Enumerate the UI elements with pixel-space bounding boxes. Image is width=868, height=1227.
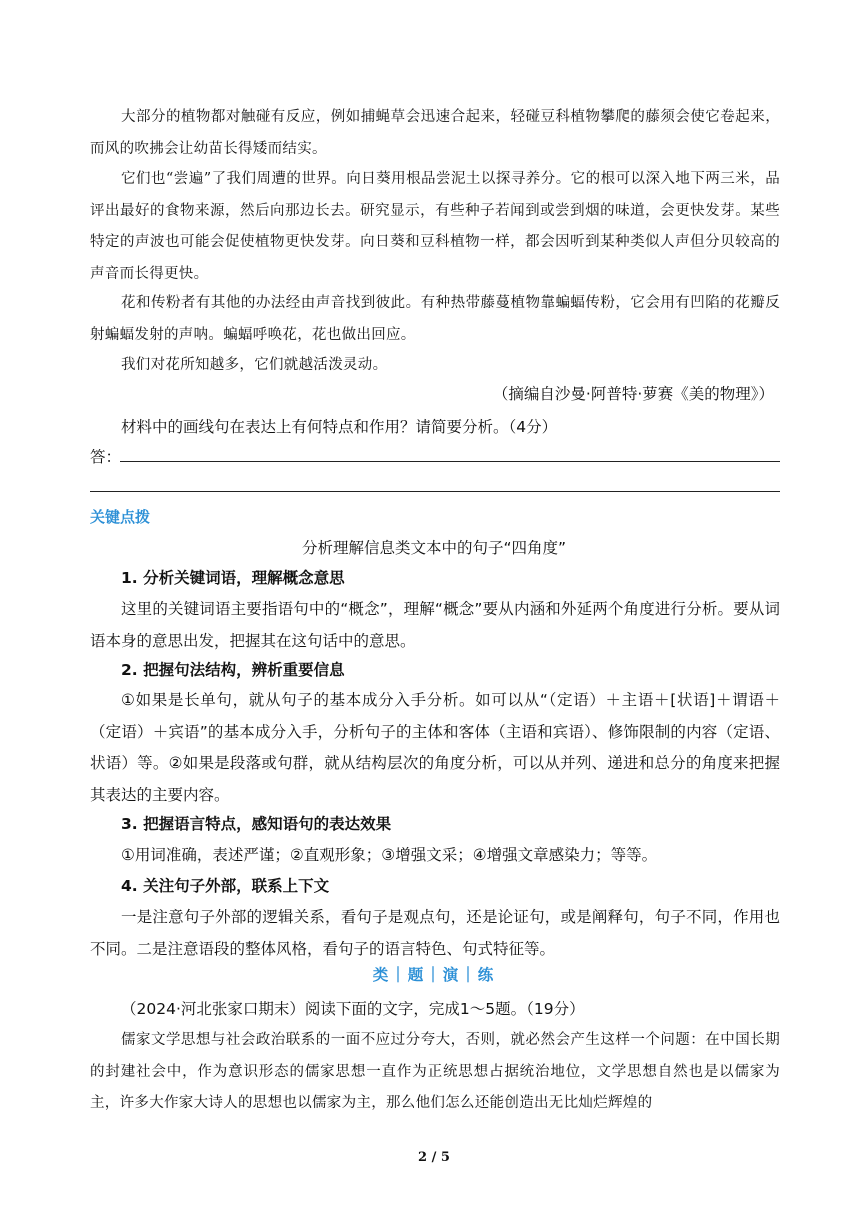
answer-line[interactable] (120, 461, 780, 462)
key-points-title: 分析理解信息类文本中的句子“四角度” (301, 539, 567, 557)
passage-paragraph-3: 花和传粉者有其他的办法经由声音找到彼此。有种热带藤蔓植物靠蝙蝠传粉，它会用有凹陷的花瓣反射蝙蝠发射的声呐。蝙蝠呼唤花，花也做出回应。 (90, 295, 780, 343)
key-point-text-1: 这里的关键词语主要指语句中的“概念”，理解“概念”要从内涵和外延两个角度进行分析。要从词语本身的意思出发，把握其在这句话中的意思。 (90, 600, 780, 650)
page-number: 2 / 5 (418, 1150, 450, 1165)
key-point-heading-2: 2. 把握句法结构，辨析重要信息 (121, 661, 345, 679)
answer-label: 答： (90, 448, 122, 466)
key-point-text-3: ①用词准确，表述严谨；②直观形象；③增强文采；④增强文章感染力；等等。 (121, 846, 658, 864)
practice-intro: （2024·河北张家口期末）阅读下面的文字，完成1～5题。（19分） (121, 1000, 585, 1018)
answer-line[interactable] (90, 491, 780, 492)
key-point-heading-1: 1. 分析关键词语，理解概念意思 (121, 569, 345, 587)
question-text: 材料中的画线句在表达上有何特点和作用？请简要分析。（4分） (121, 418, 558, 436)
passage-paragraph-4: 我们对花所知越多，它们就越活泼灵动。 (121, 357, 388, 373)
practice-title: 类｜题｜演｜练 (372, 966, 496, 984)
key-point-text-2: ①如果是长单句，就从句子的基本成分入手分析。如可以从“（定语）＋主语＋[状语]＋谓语＋（定语）＋宾语”的基本成分入手，分析句子的主体和客体（主语和宾语）、修饰限制的内容（定语、状语）等。②如果是段落或句群，就从结构层次的角度分析，可以从并列、递进和总分的角度来把握其表达的主要内容。 (90, 691, 780, 804)
section-title: 关键点拨 (90, 508, 151, 526)
passage-paragraph-2: 它们也“尝遍”了我们周遭的世界。向日葵用根品尝泥土以探寻养分。它的根可以深入地下两三米，品评出最好的食物来源，然后向那边长去。研究显示，有些种子若闻到或尝到烟的味道，会更快发芽。某些特定的声波也可能会促使植物更快发芽。向日葵和豆科植物一样，都会因听到某种类似人声但分贝较高的声音而长得更快。 (90, 171, 780, 282)
key-point-heading-4: 4. 关注句子外部，联系上下文 (121, 877, 330, 895)
key-point-heading-3: 3. 把握语言特点，感知语句的表达效果 (121, 815, 392, 833)
passage-paragraph-1: 大部分的植物都对触碰有反应，例如捕蝇草会迅速合起来，轻碰豆科植物攀爬的藤须会使它卷起来，而风的吹拂会让幼苗长得矮而结实。 (90, 109, 780, 157)
practice-text: 儒家文学思想与社会政治联系的一面不应过分夸大，否则，就必然会产生这样一个问题：在中国长期的封建社会中，作为意识形态的儒家思想一直作为正统思想占据统治地位，文学思想自然也是以儒家为主，许多大作家大诗人的思想也以儒家为主，那么他们怎么还能创造出无比灿烂辉煌的 (90, 1032, 780, 1111)
key-point-text-4: 一是注意句子外部的逻辑关系，看句子是观点句，还是论证句，或是阐释句，句子不同，作用也不同。二是注意语段的整体风格，看句子的语言特色、句式特征等。 (90, 908, 780, 958)
passage-source: （摘编自沙曼·阿普特·萝赛《美的物理》） (492, 385, 774, 403)
